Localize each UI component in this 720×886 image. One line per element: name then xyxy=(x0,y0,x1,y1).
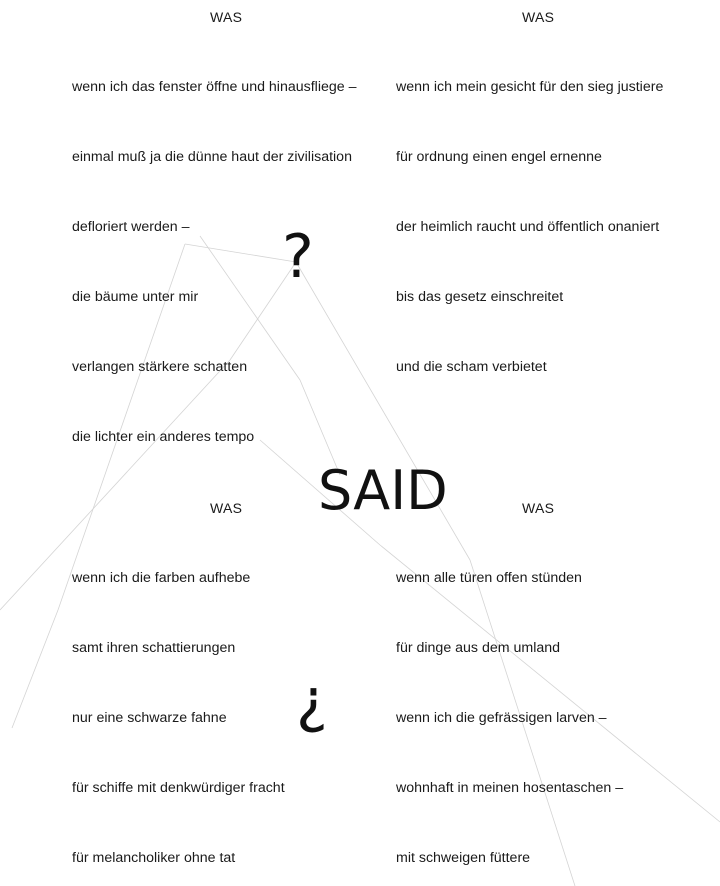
said-title: SAID xyxy=(318,459,448,522)
verse-line: für melancholiker ohne tat xyxy=(72,850,236,866)
verse-line: wenn ich die gefrässigen larven – xyxy=(396,710,607,726)
verse-line: verlangen stärkere schatten xyxy=(72,359,248,375)
verse-line: bis das gesetz einschreitet xyxy=(396,289,564,305)
question-mark-glyph: ? xyxy=(282,222,314,292)
verse-line: wenn ich mein gesicht für den sieg justiere xyxy=(396,79,664,95)
heading-bottom-left: WAS xyxy=(210,500,243,516)
verse-line: für schiffe mit denkwürdiger fracht xyxy=(72,780,285,796)
heading-top-left: WAS xyxy=(210,9,243,25)
heading-bottom-right: WAS xyxy=(522,500,555,516)
verse-line: und die scham verbietet xyxy=(396,359,547,375)
verse-line: mit schweigen füttere xyxy=(396,850,531,866)
verse-line: wohnhaft in meinen hosentaschen – xyxy=(396,780,624,796)
guide-line xyxy=(185,244,296,262)
verse-line: wenn alle türen offen stünden xyxy=(396,570,582,586)
heading-top-right: WAS xyxy=(522,9,555,25)
verse-line: die lichter ein anderes tempo xyxy=(72,429,255,445)
verse-line: für ordnung einen engel ernenne xyxy=(396,149,602,165)
verse-line: der heimlich raucht und öffentlich onaniert xyxy=(396,219,660,235)
inverted-question-mark-glyph: ¿ xyxy=(296,666,328,736)
verse-line: für dinge aus dem umland xyxy=(396,640,561,656)
verse-line: wenn ich das fenster öffne und hinausfliege – xyxy=(72,79,357,95)
verse-line: einmal muß ja die dünne haut der zivilisation xyxy=(72,149,352,165)
verse-line: die bäume unter mir xyxy=(72,289,199,305)
verse-line: wenn ich die farben aufhebe xyxy=(72,570,251,586)
guide-line xyxy=(12,610,58,728)
verse-line: defloriert werden – xyxy=(72,219,190,235)
verse-line: samt ihren schattierungen xyxy=(72,640,236,656)
verse-line: nur eine schwarze fahne xyxy=(72,710,227,726)
